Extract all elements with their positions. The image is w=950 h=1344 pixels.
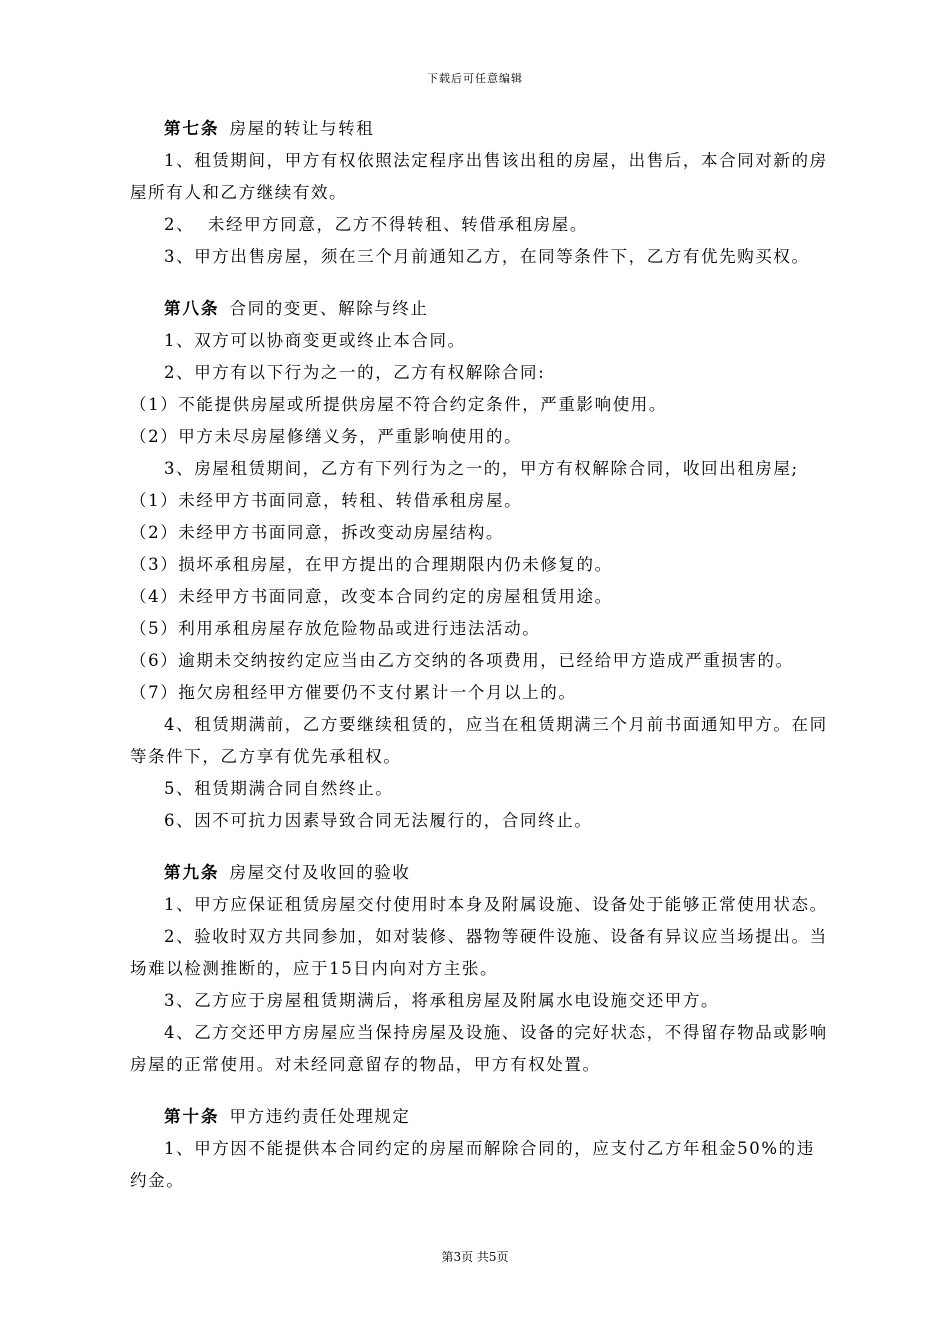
clause: 1、甲方因不能提供本合同约定的房屋而解除合同的，应支付乙方年租金50%的违约金。 — [130, 1139, 815, 1190]
page-number: 第3页 共5页 — [441, 1250, 509, 1264]
sub-clause: （2）甲方未尽房屋修缮义务，严重影响使用的。 — [130, 427, 523, 446]
article-number: 第九条 — [164, 863, 220, 882]
article-number: 第七条 — [164, 119, 220, 138]
sub-clause: （3）损坏承租房屋，在甲方提出的合理期限内仍未修复的。 — [130, 555, 613, 574]
clause: 3、甲方出售房屋，须在三个月前通知乙方，在同等条件下，乙方有优先购买权。 — [164, 247, 810, 266]
clause: 3、乙方应于房屋租赁期满后，将承租房屋及附属水电设施交还甲方。 — [164, 991, 720, 1010]
clause: 2、验收时双方共同参加，如对装修、器物等硬件设施、设备有异议应当场提出。当场难以检测推断的，应于15日内向对方主张。 — [130, 927, 828, 978]
header-note: 下载后可任意编辑 — [427, 72, 523, 85]
clause: 1、租赁期间，甲方有权依照法定程序出售该出租的房屋，出售后，本合同对新的房屋所有人和乙方继续有效。 — [130, 151, 828, 202]
clause: 1、甲方应保证租赁房屋交付使用时本身及附属设施、设备处于能够正常使用状态。 — [164, 895, 828, 914]
article-number: 第十条 — [164, 1107, 220, 1126]
clause: 2、甲方有以下行为之一的，乙方有权解除合同: — [164, 363, 546, 382]
article-heading — [130, 1101, 830, 1133]
sub-clause: （1）未经甲方书面同意，转租、转借承租房屋。 — [130, 491, 523, 510]
article-title: 甲方违约责任处理规定 — [229, 1107, 411, 1126]
clause: 6、因不可抗力因素导致合同无法履行的，合同终止。 — [164, 811, 593, 830]
article-heading — [130, 293, 830, 325]
sub-clause: （4）未经甲方书面同意，改变本合同约定的房屋租赁用途。 — [130, 587, 613, 606]
clause: 4、租赁期满前，乙方要继续租赁的，应当在租赁期满三个月前书面通知甲方。在同等条件下，乙方享有优先承租权。 — [130, 715, 828, 766]
clause: 1、双方可以协商变更或终止本合同。 — [164, 331, 466, 350]
article-number: 第八条 — [164, 299, 220, 318]
sub-clause: （5）利用承租房屋存放危险物品或进行违法活动。 — [130, 619, 541, 638]
article-heading — [130, 113, 830, 145]
clause: 2、 未经甲方同意，乙方不得转租、转借承租房屋。 — [164, 215, 588, 234]
clause: 3、房屋租赁期间，乙方有下列行为之一的，甲方有权解除合同，收回出租房屋; — [164, 459, 799, 478]
article-heading — [130, 857, 830, 889]
sub-clause: （7）拖欠房租经甲方催要仍不支付累计一个月以上的。 — [130, 683, 577, 702]
clause: 5、租赁期满合同自然终止。 — [164, 779, 394, 798]
article-title: 合同的变更、解除与终止 — [229, 299, 429, 318]
article-title: 房屋交付及收回的验收 — [229, 863, 411, 882]
clause: 4、乙方交还甲方房屋应当保持房屋及设施、设备的完好状态，不得留存物品或影响房屋的正常使用。对未经同意留存的物品，甲方有权处置。 — [130, 1023, 828, 1074]
contract-body — [130, 113, 830, 1197]
sub-clause: （2）未经甲方书面同意，拆改变动房屋结构。 — [130, 523, 505, 542]
sub-clause: （6）逾期未交纳按约定应当由乙方交纳的各项费用，已经给甲方造成严重损害的。 — [130, 651, 794, 670]
article-title: 房屋的转让与转租 — [229, 119, 375, 138]
sub-clause: （1）不能提供房屋或所提供房屋不符合约定条件，严重影响使用。 — [130, 395, 667, 414]
